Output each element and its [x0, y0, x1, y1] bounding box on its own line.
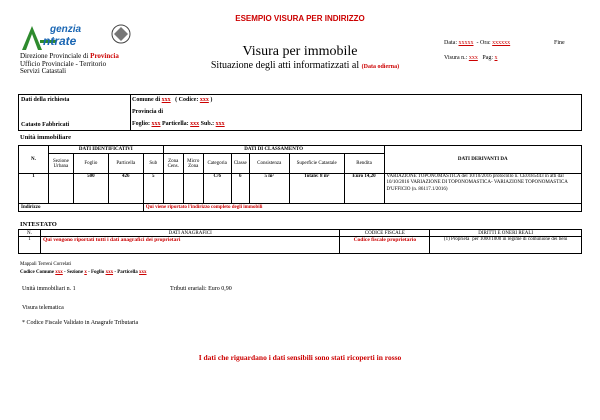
intestato-cell-cf: Codice fiscale proprietario — [340, 237, 430, 254]
particella-value: xxx — [190, 121, 200, 127]
unita-table — [18, 145, 582, 212]
provincia-label: Provincia di — [132, 109, 164, 115]
date-label: Data: — [444, 40, 457, 46]
cell-particella: 426 — [108, 174, 143, 204]
intestato-cell-anagrafici: Qui vengono riportati tutti i dati anagrafici dei proprietari — [40, 237, 339, 254]
comune-label: Comune di — [132, 97, 161, 103]
mappali-title: Mappali Terreni Correlati — [20, 262, 72, 267]
summary-unita: Unità immobiliari n. 1 — [22, 286, 76, 292]
org-provincia-value: Provincia — [90, 52, 119, 60]
cell-classe: 6 — [231, 174, 249, 204]
summary-cf-note: * Codice Fiscale Validato in Anagrafe Tributaria — [22, 320, 139, 326]
subtitle-date: (Data odierna) — [361, 64, 400, 70]
cell-zona — [163, 174, 183, 204]
col-rendita: Rendita — [344, 154, 384, 174]
col-consistenza: Consistenza — [249, 154, 289, 174]
sub-label: Sub.: — [200, 121, 215, 127]
summary-tributi: Tributi erariali: Euro 0,90 — [170, 286, 232, 292]
col-particella: Particella — [108, 154, 143, 174]
col-superficie: Superficie Catastale — [289, 154, 344, 174]
intestato-col-diritti: DIRITTI E ONERI REALI — [430, 230, 582, 237]
document-subtitle — [175, 60, 435, 71]
sub-value: xxx — [215, 121, 225, 127]
time-value: xxxxxx — [492, 40, 511, 46]
logo-text-genzia: genzia — [50, 24, 82, 35]
date-line — [444, 40, 510, 46]
cell-rendita: Euro 14,20 — [344, 174, 384, 204]
request-box — [18, 94, 582, 131]
indirizzo-label: Indirizzo — [19, 204, 144, 212]
cell-derivanti: VARIAZIONE TOPONOMASTICA del 10/10/2016 protocollo n. CE0185443 in atti dal 10/10/2016 VARIAZIONE DI TOPONOMASTICA- VARIAZIONE TOPONOMASTICA D'UFFICIO (n. 86117.1/2016) — [384, 174, 582, 204]
cell-n: 1 — [19, 174, 49, 204]
top-title: ESEMPIO VISURA PER INDIRIZZO — [235, 14, 365, 23]
col-classe: Classe — [231, 154, 249, 174]
intestato-col-n: N. — [19, 230, 41, 237]
footer-note: I dati che riguardano i dati sensibili sono stati ricoperti in rosso — [198, 353, 402, 362]
mappali-sezione-value: x — [84, 270, 87, 275]
col-zona: Zona Cens. — [163, 154, 183, 174]
group-identificativi: DATI IDENTIFICATIVI — [48, 146, 163, 154]
intestato-cell-diritti: (1) Proprieta` per 1000/1000 in regime di comunione dei beni — [430, 237, 582, 254]
org-direzione-label: Direzione Provinciale di — [20, 52, 89, 60]
indirizzo-value: Qui viene riportato l'indirizzo completo degli immobili — [143, 204, 581, 212]
mappali-particella-value: xxx — [139, 270, 147, 275]
mappali-line — [20, 270, 147, 275]
page-value: x — [494, 55, 498, 61]
visura-label: Visura n.: — [444, 55, 468, 61]
request-foglio-line — [132, 121, 225, 127]
intestato-col-anagrafici: DATI ANAGRAFICI — [40, 230, 339, 237]
mappali-foglio-label: - Foglio — [88, 270, 105, 275]
date-value: xxxxx — [458, 40, 474, 46]
mappali-particella-label: - Particella — [114, 270, 138, 275]
summary-visura: Visura telematica — [22, 305, 64, 311]
request-title: Dati della richiesta — [21, 97, 70, 103]
cell-micro — [183, 174, 203, 204]
logo-text-ntrate: ntrate — [43, 34, 77, 48]
col-categoria: Categoria — [203, 154, 231, 174]
request-divider — [130, 94, 131, 131]
table-row — [19, 174, 582, 204]
intestato-section-title: INTESTATO — [20, 221, 57, 228]
mappali-comune-label: Codice Comune — [20, 270, 55, 275]
document-title: Visura per immobile — [242, 44, 358, 59]
codice-value: xxx — [199, 97, 209, 103]
cell-sezione — [48, 174, 73, 204]
unita-section-title: Unità immobiliare — [20, 134, 71, 141]
end-label: Fine — [554, 40, 565, 46]
cell-categoria: C/6 — [203, 174, 231, 204]
time-label: - Ora: — [476, 40, 491, 46]
visura-line — [444, 55, 497, 61]
org-line-3: Servizi Catastali — [20, 67, 67, 75]
col-sezione: Sezione Urbana — [48, 154, 73, 174]
group-derivanti: DATI DERIVANTI DA — [384, 146, 582, 174]
col-n-header: N. — [19, 146, 49, 174]
cell-foglio: 500 — [73, 174, 108, 204]
col-foglio: Foglio — [73, 154, 108, 174]
intestato-cell-n: 1 — [19, 237, 41, 254]
col-micro: Micro Zona — [183, 154, 203, 174]
col-sub: Sub — [143, 154, 163, 174]
request-catasto: Catasto Fabbricati — [21, 122, 70, 128]
request-comune-line — [132, 97, 212, 103]
table-row — [19, 237, 582, 254]
cell-sub: 5 — [143, 174, 163, 204]
group-classamento: DATI DI CLASSAMENTO — [163, 146, 384, 154]
codice-close: ) — [210, 97, 213, 103]
codice-label: ( Codice: — [175, 97, 199, 103]
foglio-label: Foglio: — [132, 121, 150, 127]
comune-value: xxx — [161, 97, 171, 103]
foglio-value: xxx — [151, 121, 161, 127]
subtitle-text: Situazione degli atti informatizzati al — [210, 60, 360, 71]
page-label: Pag: — [482, 55, 493, 61]
mappali-foglio-value: xxx — [105, 270, 114, 275]
cell-consistenza: 5 m² — [249, 174, 289, 204]
org-line-2: Ufficio Provinciale - Territorio — [20, 60, 107, 68]
intestato-col-cf: CODICE FISCALE — [340, 230, 430, 237]
mappali-comune-value: xxx — [55, 270, 63, 275]
visura-value: xxx — [468, 55, 478, 61]
org-line-1 — [20, 52, 119, 60]
cell-superficie: Totale: 8 m² — [289, 174, 344, 204]
particella-label: Particella: — [162, 121, 189, 127]
mappali-sezione-label: - Sezione — [64, 270, 84, 275]
intestato-table — [18, 229, 582, 254]
